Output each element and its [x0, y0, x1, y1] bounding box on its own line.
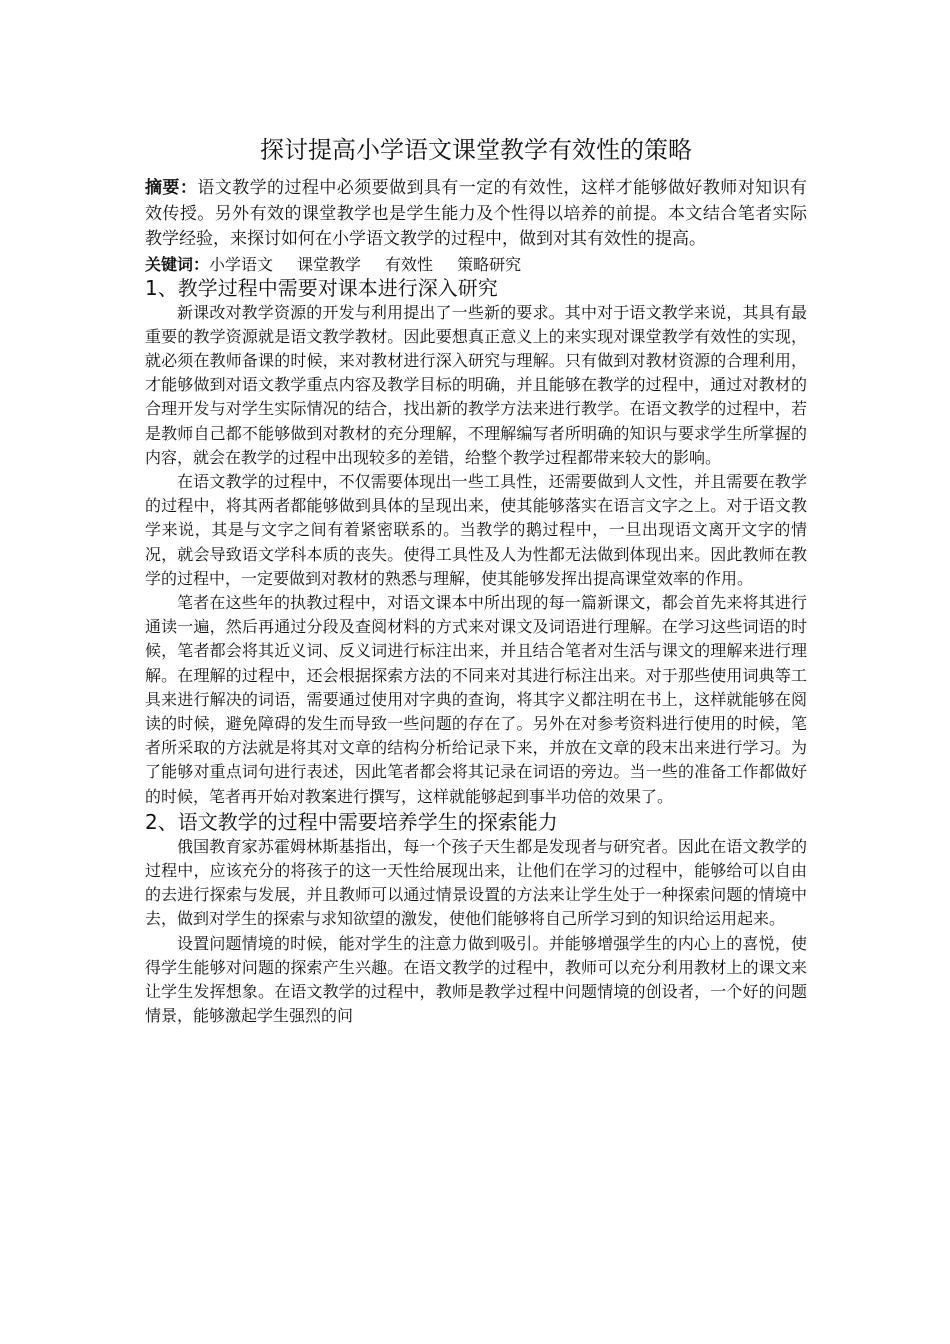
section-2-paragraph-1: 俄国教育家苏霍姆林斯基指出，每一个孩子天生都是发现者与研究者。因此在语文教学的过程中，应该充分的将孩子的这一天性给展现出来，让他们在学习的过程中，能够给可以自由的去进行探索与发展，并且教师可以通过情景设置的方法来让学生处于一种探索问题的情境中去，做到对学生的探索与求知欲望的激发，使他们能够将自己所学习到的知识给运用起来。 [145, 836, 807, 929]
abstract-text: 语文教学的过程中必须要做到具有一定的有效性，这样才能够做好教师对知识有效传授。另外有效的课堂教学也是学生能力及个性得以培养的前提。本文结合笔者实际教学经验，来探讨如何在小学语文教学的过程中，做到对其有效性的提高。 [145, 178, 808, 249]
section-1-paragraph-2: 在语文教学的过程中，不仅需要体现出一些工具性，还需要做到人文性，并且需要在教学的过程中，将其两者都能够做到具体的呈现出来，使其能够落实在语言文字之上。对于语文教学来说，其是与文字之间有着紧密联系的。当教学的鹅过程中，一旦出现语文离开文字的情况，就会导致语文学科本质的丧失。使得工具性及人为性都无法做到体现出来。因此教师在教学的过程中，一定要做到对教材的熟悉与理解，使其能够发挥出提高课堂效率的作用。 [145, 471, 807, 588]
abstract-label: 摘要： [145, 178, 198, 198]
keyword-1: 小学语文 [209, 254, 274, 274]
section-2-paragraph-2: 设置问题情境的时候，能对学生的注意力做到吸引。并能够增强学生的内心上的喜悦，使得学生能够对问题的探索产生兴趣。在语文教学的过程中，教师可以充分利用教材上的课文来让学生发挥想象。在语文教学的过程中，教师是教学过程中问题情境的创设者，一个好的问题情景，能够激起学生强烈的问 [145, 933, 807, 1026]
keyword-2: 课堂教学 [297, 254, 362, 274]
section-2-heading: 2、语文教学的过程中需要培养学生的探索能力 [145, 809, 558, 834]
keywords [145, 255, 807, 275]
section-1-paragraph-1: 新课改对教学资源的开发与利用提出了一些新的要求。其中对于语文教学来说，其具有最重要的教学资源就是语文教学教材。因此要想真正意义上的来实现对课堂教学有效性的实现，就必须在教师备课的时候，来对教材进行深入研究与理解。只有做到对教材资源的合理利用，才能够做到对语文教学重点内容及教学目标的明确，并且能够在教学的过程中，通过对教材的合理开发与对学生实际情况的结合，找出新的教学方法来进行教学。在语文教学的过程中，若是教师自己都不能够做到对教材的充分理解，不理解编写者所明确的知识与要求学生所掌握的内容，就会在教学的过程中出现较多的差错，给整个教学过程都带来较大的影响。 [145, 302, 807, 467]
abstract [145, 176, 807, 253]
document-title: 探讨提高小学语文课堂教学有效性的策略 [260, 136, 692, 164]
keyword-4: 策略研究 [457, 254, 522, 274]
document-page [145, 130, 807, 1028]
keyword-3: 有效性 [385, 254, 434, 274]
section-1-heading: 1、教学过程中需要对课本进行深入研究 [145, 275, 498, 300]
section-1-paragraph-3: 笔者在这些年的执教过程中，对语文课本中所出现的每一篇新课文，都会首先来将其进行通读一遍，然后再通过分段及查阅材料的方式来对课文及词语进行理解。在学习这些词语的时候，笔者都会将其近义词、反义词进行标注出来，并且结合笔者对生活与课文的理解来进行理解。在理解的过程中，还会根据探索方法的不同来对其进行标注出来。对于那些使用词典等工具来进行解决的词语，需要通过使用对字典的查询，将其字义都注明在书上，这样就能够在阅读的时候，避免障碍的发生而导致一些问题的存在了。另外在对参考资料进行使用的时候，笔者所采取的方法就是将其对文章的结构分析给记录下来，并放在文章的段末出来进行学习。为了能够对重点词句进行表述，因此笔者都会将其记录在词语的旁边。当一些的准备工作都做好的时候，笔者再开始对教案进行撰写，这样就能够起到事半功倍的效果了。 [145, 592, 807, 806]
keywords-label: 关键词： [145, 254, 210, 274]
